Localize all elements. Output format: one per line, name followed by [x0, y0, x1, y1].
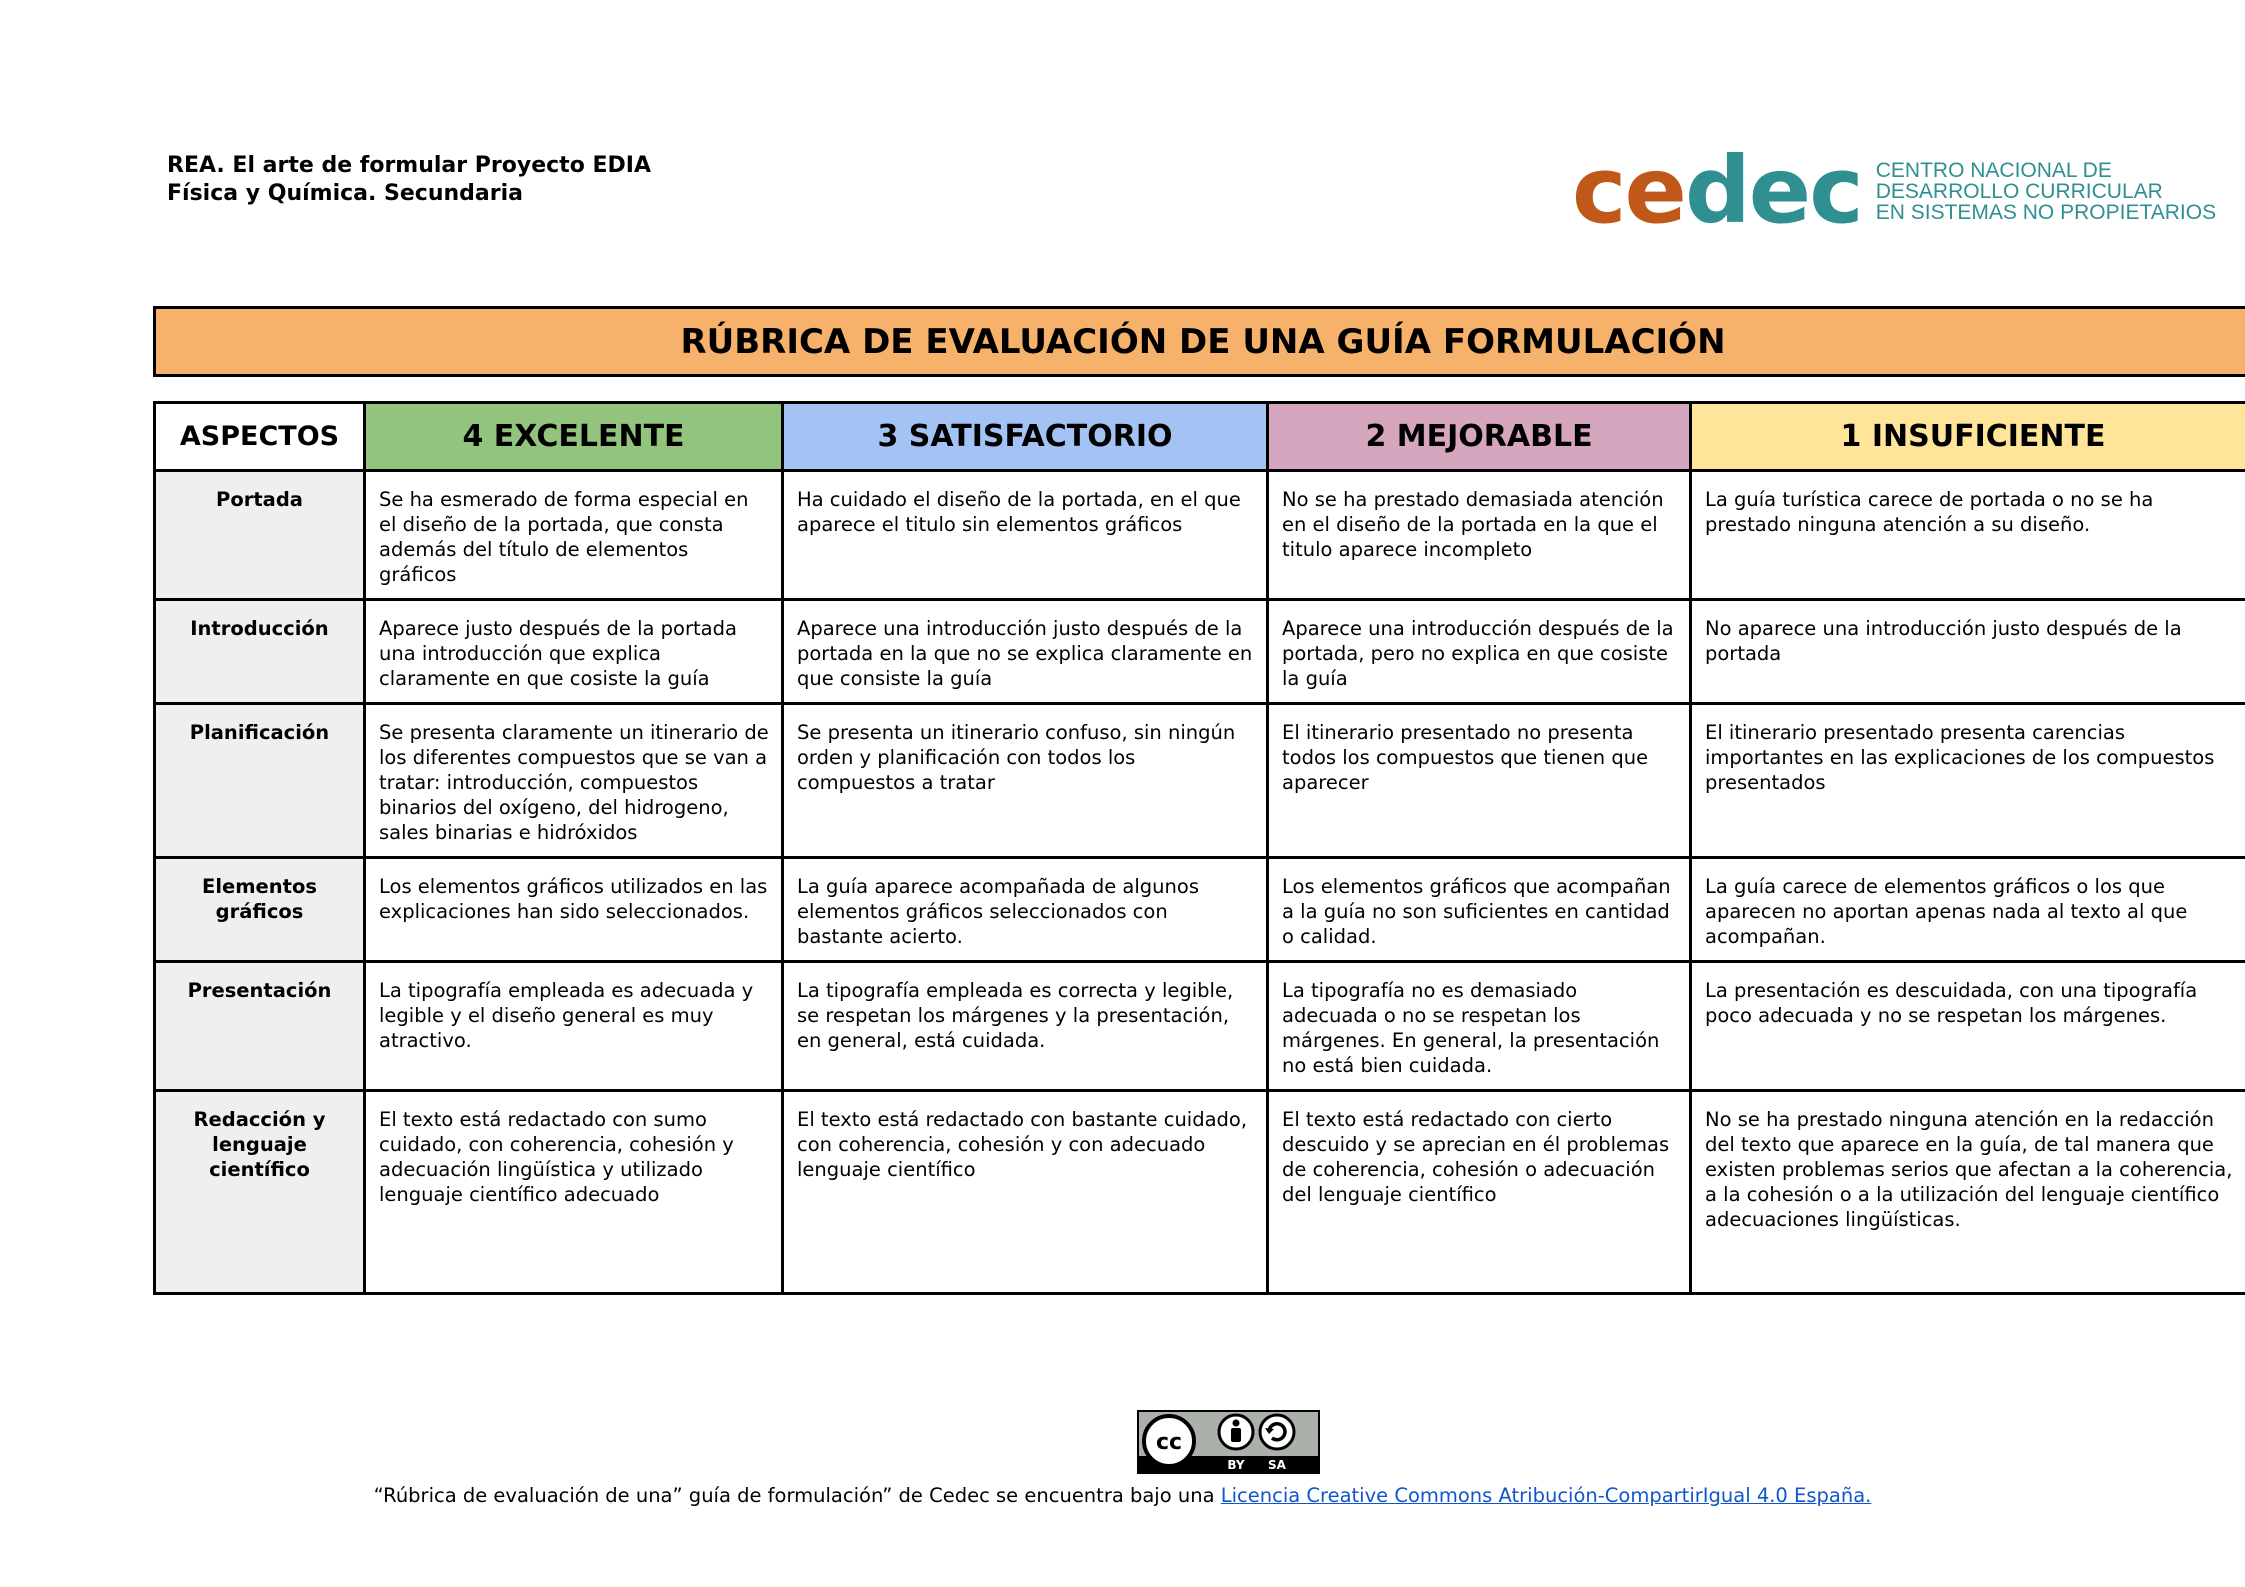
license-footer — [0, 1484, 2245, 1507]
table-row — [155, 962, 2245, 1091]
logo-subtitle-line-3: EN SISTEMAS NO PROPIETARIOS — [1875, 200, 2217, 224]
logo-subtitle-line-2: DESARROLLO CURRICULAR — [1875, 179, 2163, 203]
table-row — [155, 704, 2245, 858]
cell-level-2: Aparece una introducción después de la portada, pero no explica en que cosiste la guía — [1268, 600, 1691, 704]
logo-word-part-1: ce — [1572, 137, 1685, 244]
cell-level-1: La guía turística carece de portada o no se ha prestado ninguna atención a su diseño. — [1691, 471, 2245, 600]
header-line-1: REA. El arte de formular Proyecto EDIA — [167, 153, 651, 178]
header-aspects: ASPECTOS — [155, 403, 365, 471]
row-aspect: Elementos gráficos — [155, 858, 365, 962]
cell-level-3: La tipografía empleada es correcta y legible, se respetan los márgenes y la presentación, en general, está cuidada. — [783, 962, 1268, 1091]
cell-level-2: La tipografía no es demasiado adecuada o no se respetan los márgenes. En general, la presentación no está bien cuidada. — [1268, 962, 1691, 1091]
cell-level-4: Se ha esmerado de forma especial en el diseño de la portada, que consta además del título de elementos gráficos — [365, 471, 783, 600]
cell-level-4: Los elementos gráficos utilizados en las explicaciones han sido seleccionados. — [365, 858, 783, 962]
cell-level-2: Los elementos gráficos que acompañan a la guía no son suficientes en cantidad o calidad. — [1268, 858, 1691, 962]
table-row — [155, 858, 2245, 962]
cell-level-2: No se ha prestado demasiada atención en el diseño de la portada en la que el titulo aparece incompleto — [1268, 471, 1691, 600]
cell-level-4: La tipografía empleada es adecuada y legible y el diseño general es muy atractivo. — [365, 962, 783, 1091]
rubric-table — [153, 401, 2245, 1295]
cell-level-1: El itinerario presentado presenta carencias importantes en las explicaciones de los compuestos presentados — [1691, 704, 2245, 858]
cell-level-4: Se presenta claramente un itinerario de los diferentes compuestos que se van a tratar: introducción, compuestos binarios del oxígeno, del hidrogeno, sales binarias e hidróxidos — [365, 704, 783, 858]
header-level-1: 1 INSUFICIENTE — [1691, 403, 2245, 471]
license-link[interactable]: Licencia Creative Commons Atribución-CompartirIgual 4.0 España. — [1220, 1484, 1872, 1507]
row-aspect: Portada — [155, 471, 365, 600]
logo-subtitle-line-1: CENTRO NACIONAL DE — [1875, 158, 2112, 182]
cc-by-sa-badge[interactable] — [1137, 1410, 1320, 1474]
document-header — [167, 152, 651, 208]
table-row — [155, 471, 2245, 600]
cell-level-3: Aparece una introducción justo después de la portada en la que no se explica claramente en que consiste la guía — [783, 600, 1268, 704]
row-aspect: Presentación — [155, 962, 365, 1091]
cell-level-3: Se presenta un itinerario confuso, sin ningún orden y planificación con todos los compuestos a tratar — [783, 704, 1268, 858]
cell-level-1: La presentación es descuidada, con una tipografía poco adecuada y no se respetan los márgenes. — [1691, 962, 2245, 1091]
cell-level-1: No se ha prestado ninguna atención en la redacción del texto que aparece en la guía, de tal manera que existen problemas serios que afectan a la coherencia, a la cohesión o a la utilización del lenguaje científico adecuaciones lingüísticas. — [1691, 1091, 2245, 1294]
cell-level-1: La guía carece de elementos gráficos o los que aparecen no aportan apenas nada al texto al que acompañan. — [1691, 858, 2245, 962]
table-header-row — [155, 403, 2245, 471]
cell-level-4: El texto está redactado con sumo cuidado, con coherencia, cohesión y adecuación lingüística y utilizado lenguaje científico adecuado — [365, 1091, 783, 1294]
row-aspect: Redacción y lenguaje científico — [155, 1091, 365, 1294]
row-aspect: Introducción — [155, 600, 365, 704]
cedec-logo — [1572, 137, 2217, 244]
sa-label: SA — [1268, 1458, 1286, 1472]
cell-level-2: El itinerario presentado no presenta todos los compuestos que tienen que aparecer — [1268, 704, 1691, 858]
logo-subtitle — [1876, 160, 2216, 223]
header-line-2: Física y Química. Secundaria — [167, 181, 523, 206]
row-aspect: Planificación — [155, 704, 365, 858]
cell-level-3: La guía aparece acompañada de algunos elementos gráficos seleccionados con bastante acierto. — [783, 858, 1268, 962]
rubric-title: RÚBRICA DE EVALUACIÓN DE UNA GUÍA FORMULACIÓN — [153, 306, 2245, 377]
logo-word-part-2: dec — [1684, 137, 1862, 244]
header-level-2: 2 MEJORABLE — [1268, 403, 1691, 471]
header-level-3: 3 SATISFACTORIO — [783, 403, 1268, 471]
table-row — [155, 1091, 2245, 1294]
header-level-4: 4 EXCELENTE — [365, 403, 783, 471]
cell-level-3: El texto está redactado con bastante cuidado, con coherencia, cohesión y con adecuado lenguaje científico — [783, 1091, 1268, 1294]
cc-icon-label: cc — [1155, 1430, 1183, 1455]
cell-level-2: El texto está redactado con cierto descuido y se aprecian en él problemas de coherencia, cohesión o adecuación del lenguaje científico — [1268, 1091, 1691, 1294]
sa-icon — [1260, 1415, 1294, 1449]
table-row — [155, 600, 2245, 704]
license-statement: “Rúbrica de evaluación de una” guía de formulación” de Cedec se encuentra bajo una — [373, 1484, 1221, 1507]
logo-wordmark — [1572, 137, 1862, 244]
cell-level-1: No aparece una introducción justo después de la portada — [1691, 600, 2245, 704]
by-label: BY — [1227, 1458, 1245, 1472]
cell-level-3: Ha cuidado el diseño de la portada, en el que aparece el titulo sin elementos gráficos — [783, 471, 1268, 600]
cell-level-4: Aparece justo después de la portada una introducción que explica claramente en que cosiste la guía — [365, 600, 783, 704]
